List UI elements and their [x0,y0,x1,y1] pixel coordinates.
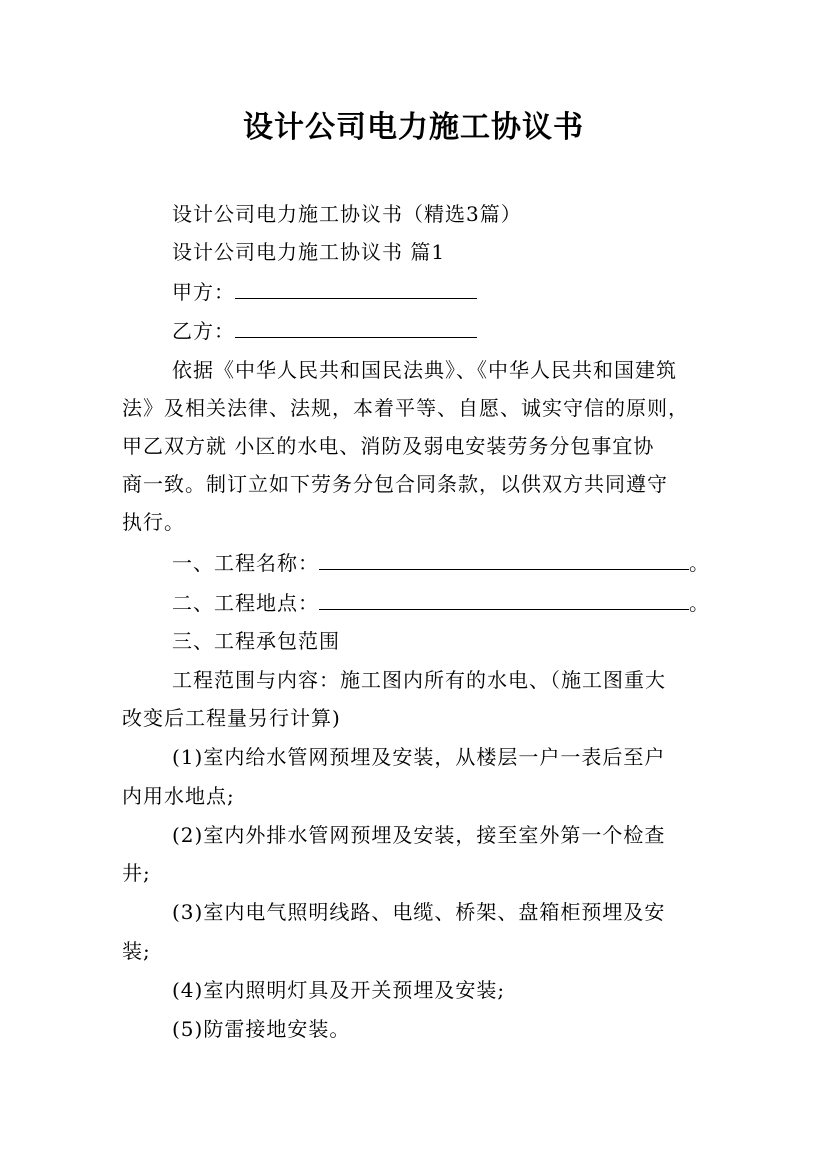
party-b-label: 乙方： [172,319,235,343]
item2-label: 二、工程地点： [172,591,319,615]
item3-heading: 三、工程承包范围 [172,629,340,653]
list-item: (1)室内给水管网预埋及安装，从楼层一户一表后至户 [172,745,666,769]
list-item: (4)室内照明灯具及开关预埋及安装; [172,978,506,1002]
item1-blank [319,549,689,570]
intro-line: 商一致。制订立如下劳务分包合同条款，以供双方共同遵守 [122,472,668,496]
item2-line [172,589,710,617]
intro-line: 执行。 [122,510,185,534]
list-item: 内用水地点; [122,784,235,808]
subtitle: 设计公司电力施工协议书（精选3篇） [172,202,522,226]
intro-line: 法》及相关法律、法规，本着平等、自愿、诚实守信的原则， [122,396,689,420]
item1-period: 。 [689,551,710,575]
document-title: 设计公司电力施工协议书 [243,110,584,145]
intro-line: 甲乙双方就 小区的水电、消防及弱电安装劳务分包事宜协 [122,434,655,458]
party-a-blank [235,278,477,299]
list-item: (2)室内外排水管网预埋及安装，接至室外第一个检查 [172,823,666,847]
party-b-blank [235,317,477,338]
list-item: (5)防雷接地安装。 [172,1017,351,1041]
item1-line [172,549,710,577]
party-b-line [172,317,477,345]
item2-period: 。 [689,591,710,615]
list-item: (3)室内电气照明线路、电缆、桥架、盘箱柜预埋及安 [172,900,666,924]
section-heading: 设计公司电力施工协议书 篇1 [172,240,446,264]
scope-line: 改变后工程量另行计算) [122,706,341,730]
list-item: 井; [122,861,151,885]
intro-line: 依据《中华人民共和国民法典》、《中华人民共和国建筑 [172,358,677,382]
list-item: 装; [122,939,151,963]
item2-blank [319,589,689,610]
scope-line: 工程范围与内容：施工图内所有的水电、（施工图重大 [172,668,666,692]
item1-label: 一、工程名称： [172,551,319,575]
party-a-line [172,278,477,306]
party-a-label: 甲方： [172,280,235,304]
